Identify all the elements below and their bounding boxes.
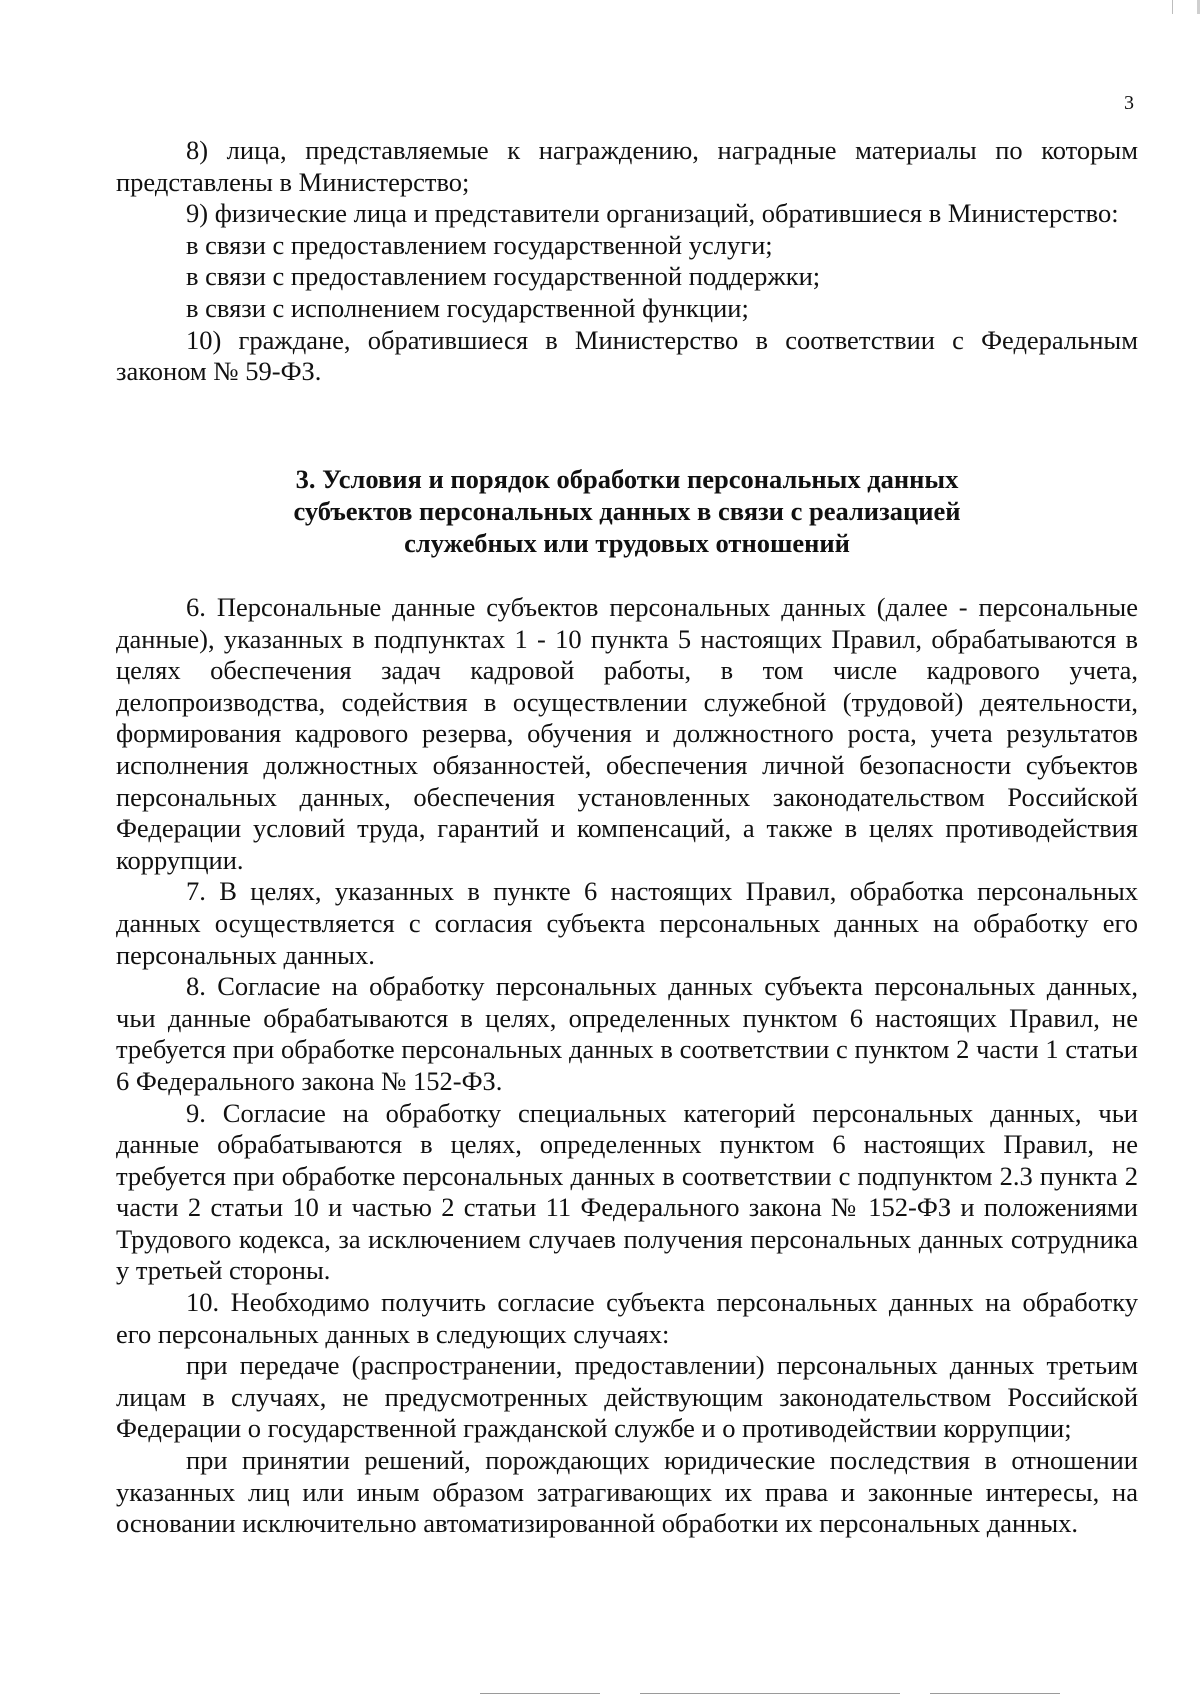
paragraph-6: 6. Персональные данные субъектов персональных данных (далее - персональные данные), указанных в подпунктах 1 - 10 пункта 5 настоящих Правил, обрабатываются в целях обеспечения задач кадровой работы, в том числе кадрового учета, делопроизводства, содействия в осуществлении служебной (трудовой) деятельности, формирования кадрового резерва, обучения и должностного роста, учета результатов исполнения должностных обязанностей, обеспечения личной безопасности субъектов персональных данных, обеспечения установленных законодательством Российской Федерации условий труда, гарантий и компенсаций, а также в целях противодействия коррупции. [116,592,1138,875]
section-heading-line: 3. Условия и порядок обработки персональных данных [295,464,959,494]
list-item: 8) лица, представляемые к награждению, наградные материалы по которым представлены в Министерство; [116,135,1138,197]
scan-artifact-line [930,1693,1060,1694]
list-item: 10) граждане, обратившиеся в Министерство в соответствии с Федеральным законом № 59-ФЗ. [116,324,1138,387]
scan-edge-mark [1172,0,1173,14]
paragraph-10: 10. Необходимо получить согласие субъекта персональных данных на обработку его персональных данных в следующих случаях: [116,1287,1138,1349]
subject-list-continued [116,135,1138,388]
page-number: 3 [1124,92,1134,114]
paragraph-8: 8. Согласие на обработку персональных данных субъекта персональных данных, чьи данные обрабатываются в целях, определенных пунктом 6 настоящих Правил, не требуется при обработке персональных данных в соответствии с пунктом 2 части 1 статьи 6 Федерального закона № 152-ФЗ. [116,971,1138,1096]
section-heading-line: субъектов персональных данных в связи с реализацией [293,496,961,526]
list-item: в связи с предоставлением государственной поддержки; [186,261,821,292]
list-item: в связи с предоставлением государственной услуги; [186,229,773,260]
paragraph-7: 7. В целях, указанных в пункте 6 настоящих Правил, обработка персональных данных осуществляется с согласия субъекта персональных данных на обработку его персональных данных. [116,876,1138,970]
scan-artifact-line [480,1693,600,1694]
section-body [116,592,1138,1540]
paragraph-9: 9. Согласие на обработку специальных категорий персональных данных, чьи данные обрабатываются в целях, определенных пунктом 6 настоящих Правил, не требуется при обработке персональных данных в соответствии с подпунктом 2.3 пункта 2 части 2 статьи 10 и частью 2 статьи 11 Федерального закона № 152-ФЗ и положениями Трудового кодекса, за исключением случаев получения персональных данных сотрудника у третьей стороны. [116,1097,1138,1286]
section-heading [116,463,1138,559]
scan-artifact-line [640,1693,900,1694]
list-item: 9) физические лица и представители организаций, обратившиеся в Министерство: [186,198,1119,229]
paragraph-10-case: при принятии решений, порождающих юридические последствия в отношении указанных лиц или иным образом затрагивающих их права и законные интересы, на основании исключительно автоматизированной обработки их персональных данных. [116,1445,1138,1539]
paragraph-10-case: при передаче (распространении, предоставлении) персональных данных третьим лицам в случаях, не предусмотренных действующим законодательством Российской Федерации о государственной гражданской службе и о противодействии коррупции; [116,1350,1138,1444]
section-heading-line: служебных или трудовых отношений [404,528,850,558]
list-item: в связи с исполнением государственной функции; [186,292,749,323]
